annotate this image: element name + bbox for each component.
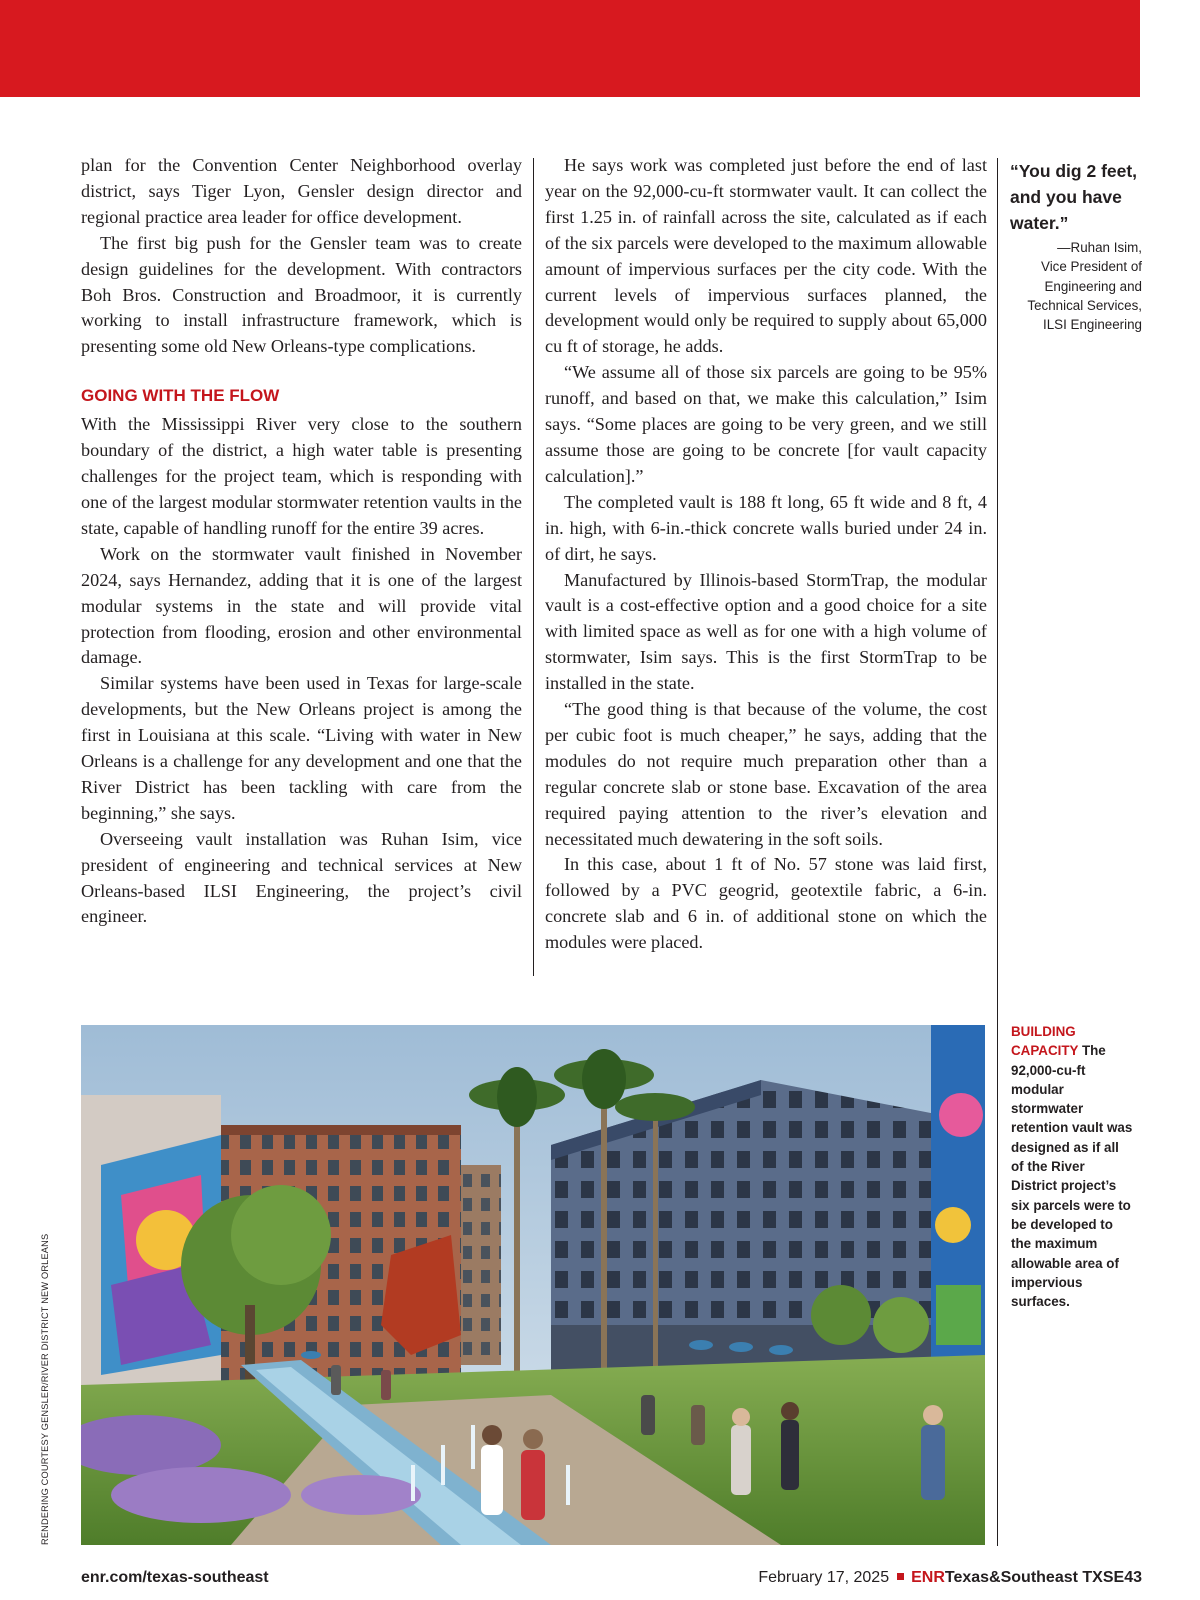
- page-number: TXSE43: [1082, 1569, 1142, 1586]
- pull-quote: [1010, 158, 1142, 334]
- column-divider: [533, 158, 534, 976]
- square-bullet-icon: [897, 1573, 904, 1580]
- attribution-line: Engineering and: [1044, 278, 1142, 294]
- paragraph: Manufactured by Illinois-based StormTrap, the modular vault is a cost-effective option and a good choice for a site with limited space as well as for one with a high volume of stormwater, Isim says. This is the first StormTrap to be installed in the state.: [545, 569, 987, 694]
- article-column-1: [81, 153, 522, 930]
- paragraph: In this case, about 1 ft of No. 57 stone was laid first, followed by a PVC geogrid, geotextile fabric, a 6-in. concrete slab and 6 in. of additional stone on which the modules were placed.: [545, 854, 987, 953]
- paragraph: plan for the Convention Center Neighborhood overlay district, says Tiger Lyon, Gensler design director and regional practice area leader for office development.: [81, 155, 522, 227]
- river-district-rendering: [81, 1025, 985, 1545]
- caption-label: BUILDING CAPACITY: [1011, 1024, 1079, 1059]
- pull-quote-attribution: [1010, 238, 1142, 334]
- paragraph: Overseeing vault installation was Ruhan Isim, vice president of engineering and technical services at New Orleans-based ILSI Engineering, the project’s civil engineer.: [81, 828, 522, 927]
- attribution-line: Vice President of: [1041, 259, 1142, 275]
- footer-publication: Texas&Southeast: [944, 1569, 1078, 1586]
- footer-date: February 17, 2025: [758, 1569, 890, 1586]
- paragraph: The completed vault is 188 ft long, 65 ft wide and 8 ft, 4 in. high, with 6-in.-thick concrete walls buried under 24 in. of dirt, he says.: [545, 491, 987, 564]
- header-red-bar: [0, 0, 1140, 97]
- paragraph: Work on the stormwater vault finished in November 2024, says Hernandez, adding that it is one of the largest modular systems in the state and will provide vital protection from flooding, erosion and other environmental damage.: [81, 543, 522, 668]
- pull-quote-text: “You dig 2 feet, and you have water.”: [1010, 161, 1138, 233]
- photo-caption: [1011, 1022, 1133, 1311]
- attribution-line: Technical Services,: [1027, 297, 1142, 313]
- paragraph: He says work was completed just before the end of last year on the 92,000-cu-ft stormwater vault. It can collect the first 1.25 in. of rainfall across the site, calculated as if each of the six parcels were developed to the maximum allowable amount of impervious surfaces per the city code. With the current levels of impervious surfaces planned, the development would only be required to supply about 65,000 cu ft of storage, he adds.: [545, 155, 987, 357]
- attribution-line: ILSI Engineering: [1042, 317, 1142, 333]
- caption-text: The 92,000-cu-ft modular stormwater retention vault was designed as if all of the River District project’s six parcels were to be developed to the maximum allowable area of impervious surfaces.: [1011, 1043, 1133, 1310]
- attribution-line: —Ruhan Isim,: [1057, 240, 1142, 255]
- footer-url: enr.com/texas-southeast: [81, 1569, 269, 1586]
- sidebar-divider: [997, 158, 998, 1546]
- paragraph: “We assume all of those six parcels are going to be 95% runoff, and based on that, we make this calculation,” Isim says. “Some places are going to be very green, and we still assume those are going to be concrete [for vault capacity calculation].”: [545, 362, 987, 486]
- paragraph: With the Mississippi River very close to the southern boundary of the district, a high water table is presenting challenges for the project team, which is responding with one of the largest modular stormwater retention vaults in the state, capable of handling runoff for the entire 39 acres.: [81, 414, 522, 538]
- photo-credit: RENDERING COURTESY GENSLER/RIVER DISTRICT NEW ORLEANS: [40, 1233, 50, 1545]
- paragraph: The first big push for the Gensler team was to create design guidelines for the development. With contractors Boh Bros. Construction and Broadmoor, it is currently working to install infrastructure framework, which is presenting some old New Orleans-type complications.: [81, 232, 522, 357]
- section-subhead: GOING WITH THE FLOW: [81, 386, 280, 406]
- paragraph: “The good thing is that because of the volume, the cost per cubic foot is much cheaper,” he says, adding that the modules do not require much preparation other than a regular concrete slab or stone base. Excavation of the area required paying attention to the river’s elevation and necessitated much dewatering in the soft soils.: [545, 699, 987, 849]
- footer-brand: ENR: [911, 1569, 945, 1586]
- paragraph: Similar systems have been used in Texas for large-scale developments, but the New Orleans project is among the first in Louisiana at this scale. “Living with water in New Orleans is a challenge for any development and one that the River District has been tackling with care from the beginning,” she says.: [81, 673, 522, 823]
- footer-folio: [758, 1569, 1142, 1587]
- article-column-2: [545, 153, 987, 956]
- rendering-photo: [81, 1025, 985, 1545]
